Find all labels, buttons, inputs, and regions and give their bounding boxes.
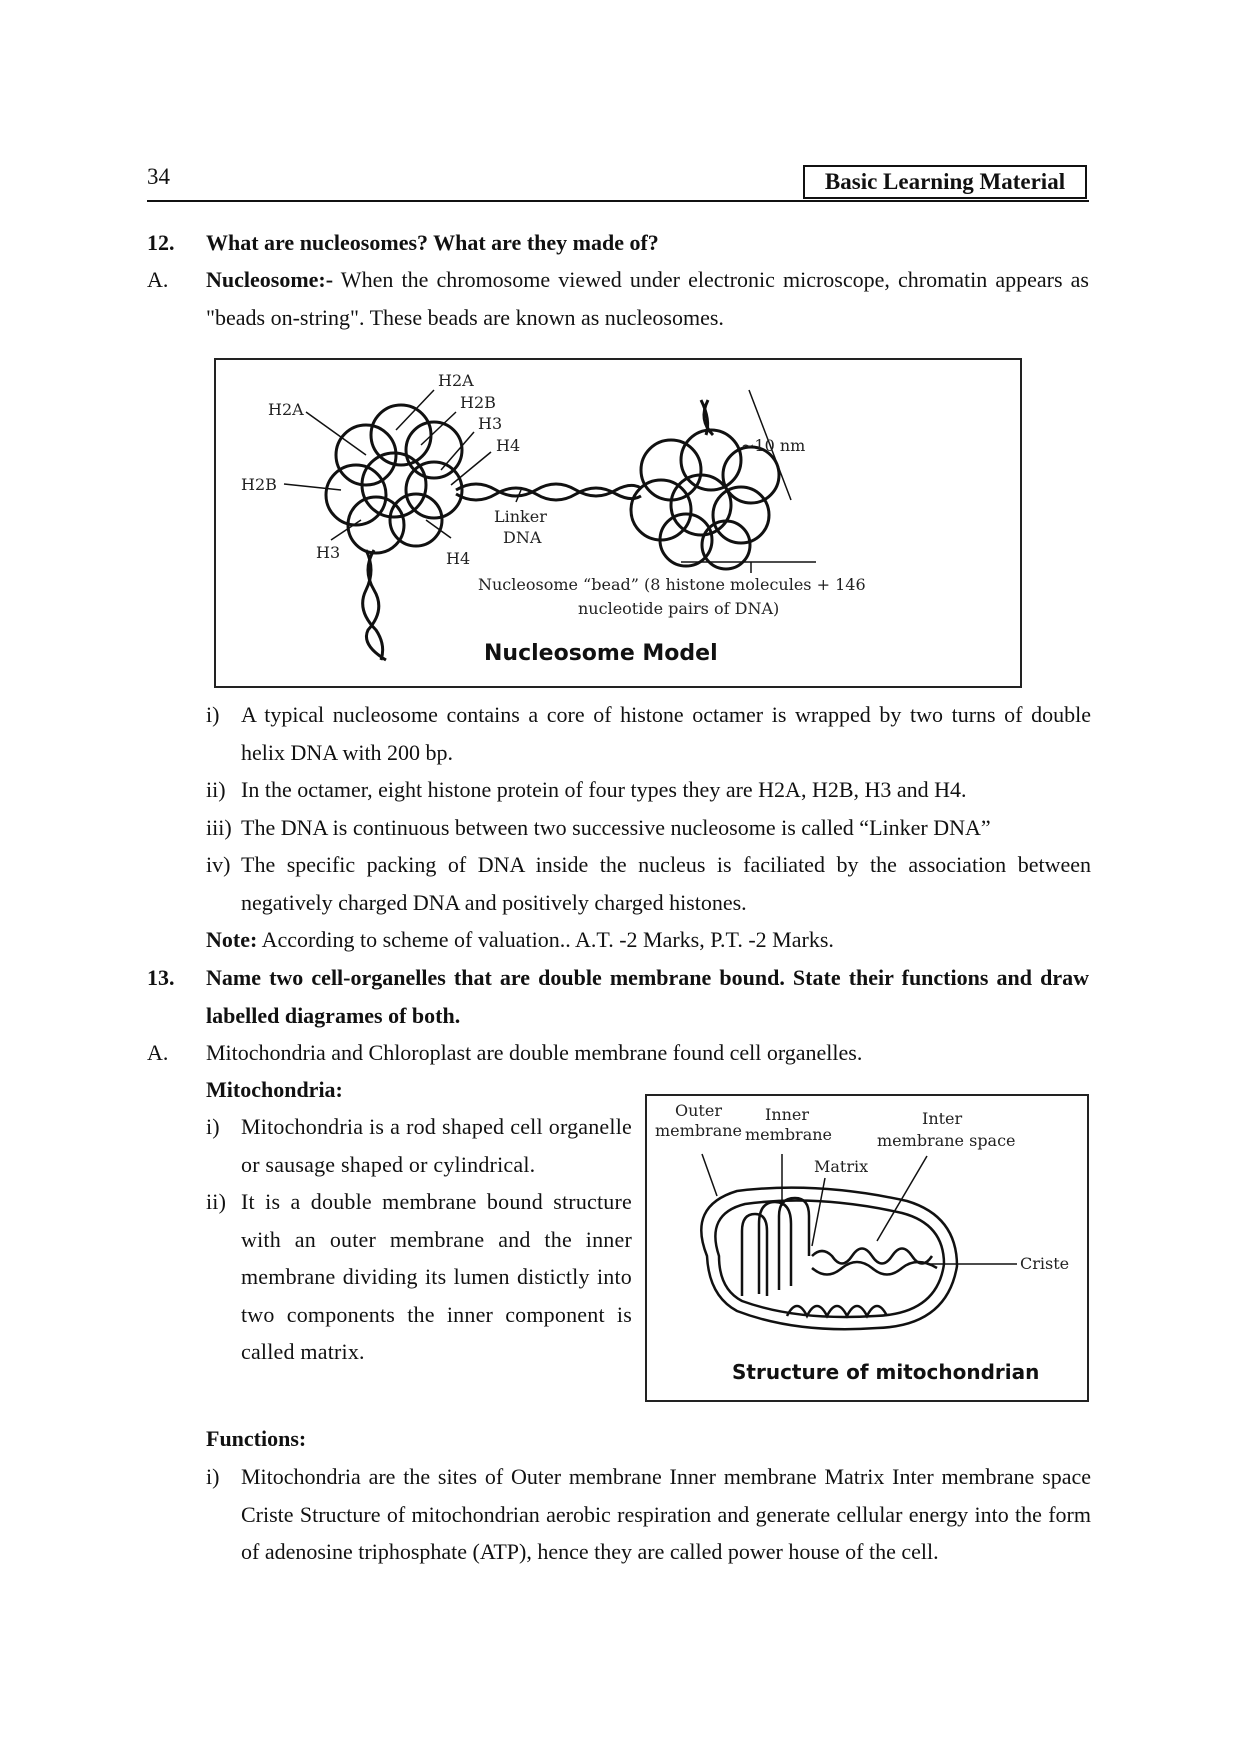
q12-points [206,696,1091,921]
label-inter-1: Inter [922,1109,963,1128]
label-h3-bottom: H3 [316,543,341,562]
q12-note [206,921,1089,959]
point-text: Mitochondria is a rod shaped cell organelle or sausage shaped or cylindrical. [241,1114,632,1177]
point-marker: ii) [206,777,226,802]
point-text: A typical nucleosome contains a core of histone octamer is wrapped by two turns of double helix DNA with 200 bp. [241,702,1091,765]
label-h2a-left: H2A [268,400,304,419]
point-text: In the octamer, eight histone protein of four types they are H2A, H2B, H3 and H4. [241,777,967,802]
q12-term: Nucleosome:- [206,267,334,292]
nucleosome-figure-title: Nucleosome Model [484,641,718,666]
q13-point [206,1108,632,1183]
q13-point [206,1183,632,1371]
label-bead-1: Nucleosome “bead” (8 histone molecules + 146 [478,575,866,594]
q12-point [206,846,1091,921]
label-linker-2: DNA [503,528,542,547]
point-marker: i) [206,1464,220,1489]
label-h2b-left: H2B [241,475,277,494]
point-marker: i) [206,702,220,727]
point-text: Mitochondria are the sites of Outer membrane Inner membrane Matrix Inter membrane space Criste Structure of mitochondrian aerobic respiration and generate cellular energy into the form of adenosine triphosphate (ATP), hence they are called power house of the cell. [241,1464,1091,1564]
mitochondria-diagram [647,1096,1087,1400]
label-h4-bottom: H4 [446,549,471,568]
label-h3-top: H3 [478,414,503,433]
label-inner-2: membrane [745,1125,833,1144]
page-number: 34 [147,164,170,189]
mitochondria-figure-title: Structure of mitochondrian [732,1360,1040,1384]
q12-answer-marker: A. [147,267,169,292]
q12-answer-text: When the chromosome viewed under electronic microscope, chromatin appears as "beads on-string". These beads are known as nucleosomes. [206,267,1089,330]
q12-question: What are nucleosomes? What are they made of? [206,230,659,255]
label-criste: Criste [1020,1254,1070,1273]
header-title: Basic Learning Material [803,165,1087,199]
functions-heading: Functions: [206,1426,307,1451]
functions-list [206,1458,1091,1571]
label-outer-1: Outer [675,1101,722,1120]
label-matrix: Matrix [814,1157,869,1176]
label-inner-1: Inner [765,1105,810,1124]
nucleosome-diagram [216,360,1020,686]
point-marker: ii) [206,1189,227,1214]
point-text: It is a double membrane bound structure with an outer membrane and the inner membrane dividing its lumen distictly into two components the inner component is called matrix. [241,1189,632,1364]
q13-question: Name two cell-organelles that are double membrane bound. State their functions and draw labelled diagrames of both. [206,965,1089,1028]
q12-point [206,696,1091,771]
label-outer-2: membrane [655,1121,743,1140]
note-text: According to scheme of valuation.. A.T. -2 Marks, P.T. -2 Marks. [257,927,834,952]
note-label: Note: [206,927,258,952]
label-bead-2: nucleotide pairs of DNA) [578,599,780,618]
function-item [206,1458,1091,1571]
header-rule [147,200,1089,202]
q12-point [206,771,1091,809]
label-inter-2: membrane space [877,1131,1016,1150]
q13-answer: Mitochondria and Chloroplast are double membrane found cell organelles. [206,1040,863,1065]
label-h2b-top: H2B [460,393,496,412]
q12-point [206,809,1091,847]
point-marker: i) [206,1114,220,1139]
point-text: The DNA is continuous between two successive nucleosome is called “Linker DNA” [241,814,991,840]
label-h2a-top: H2A [438,371,474,390]
q12-number: 12. [147,230,175,255]
q13-subheading: Mitochondria: [206,1077,343,1102]
point-marker: iii) [206,814,232,840]
nucleosome-figure [214,358,1022,688]
point-text: The specific packing of DNA inside the nucleus is faciliated by the association between negatively charged DNA and positively charged histones. [241,852,1091,915]
q13-number: 13. [147,965,175,990]
mitochondria-figure [645,1094,1089,1402]
label-linker-1: Linker [494,507,547,526]
point-marker: iv) [206,852,231,877]
q12-answer [206,261,1089,336]
q13-points [206,1108,632,1371]
label-size: ~10 nm [741,436,806,455]
label-h4-top: H4 [496,436,521,455]
q13-answer-marker: A. [147,1040,169,1065]
